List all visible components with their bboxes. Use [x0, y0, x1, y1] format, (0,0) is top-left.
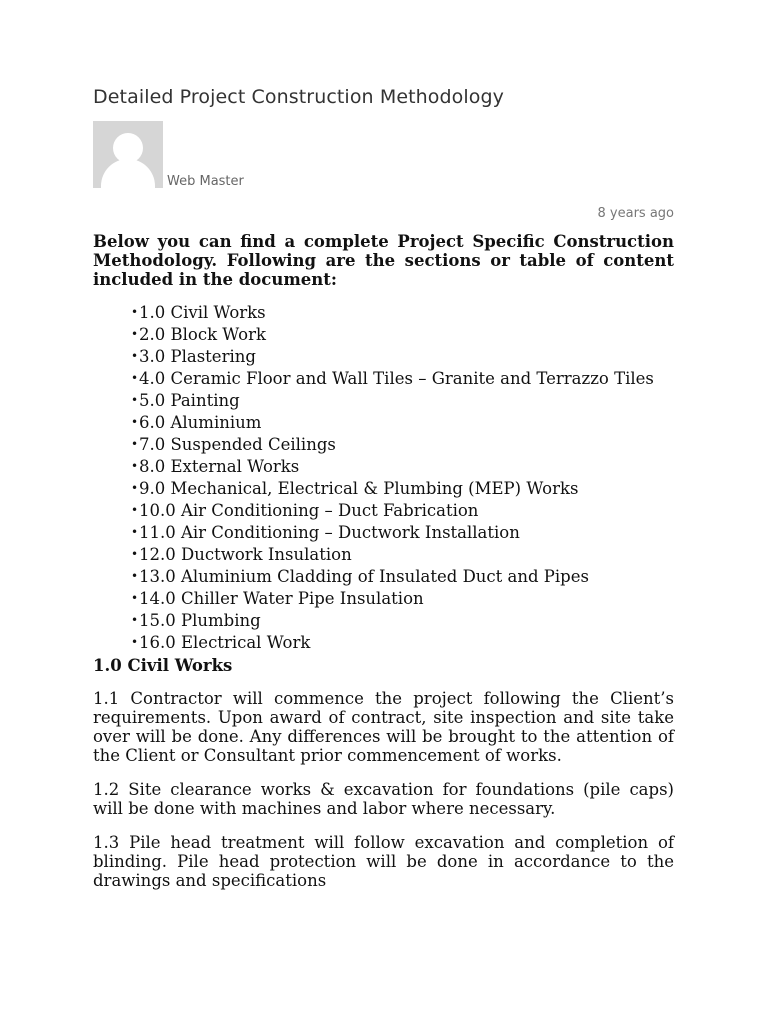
- toc-item: • 1.0 Civil Works: [131, 303, 266, 322]
- bullet-icon: •: [131, 437, 139, 451]
- toc-item: • 7.0 Suspended Ceilings: [131, 435, 336, 454]
- toc-item: • 10.0 Air Conditioning – Duct Fabrication: [131, 501, 479, 520]
- body-paragraph: 1.2 Site clearance works & excavation for foundations (pile caps) will be done with machines and labor where necessary.: [93, 780, 674, 818]
- post-date: 8 years ago: [597, 206, 674, 221]
- toc-item: • 9.0 Mechanical, Electrical & Plumbing (MEP) Works: [131, 479, 579, 498]
- body-paragraph: 1.1 Contractor will commence the project following the Client’s requirements. Upon award of contract, site inspection and site take over will be done. Any differences will be brought to the attention of the Client or Consultant prior commencement of works.: [93, 689, 674, 765]
- bullet-icon: •: [131, 327, 139, 341]
- body-paragraph: 1.3 Pile head treatment will follow excavation and completion of blinding. Pile head protection will be done in accordance to the drawings and specifications: [93, 833, 674, 890]
- bullet-icon: •: [131, 591, 139, 605]
- page-title: Detailed Project Construction Methodology: [93, 86, 505, 108]
- bullet-icon: •: [131, 613, 139, 627]
- toc-item: • 12.0 Ductwork Insulation: [131, 545, 352, 564]
- bullet-icon: •: [131, 547, 139, 561]
- toc-item: • 3.0 Plastering: [131, 347, 256, 366]
- bullet-icon: •: [131, 415, 139, 429]
- article-body: [93, 232, 674, 905]
- author-name[interactable]: Web Master: [167, 174, 244, 189]
- toc-item: • 6.0 Aluminium: [131, 413, 262, 432]
- bullet-icon: •: [131, 569, 139, 583]
- toc-item: • 2.0 Block Work: [131, 325, 266, 344]
- toc-item: • 14.0 Chiller Water Pipe Insulation: [131, 589, 424, 608]
- toc-item: • 13.0 Aluminium Cladding of Insulated Duct and Pipes: [131, 567, 589, 586]
- bullet-icon: •: [131, 481, 139, 495]
- bullet-icon: •: [131, 503, 139, 517]
- avatar[interactable]: [93, 121, 163, 188]
- bullet-icon: •: [131, 635, 139, 649]
- bullet-icon: •: [131, 393, 139, 407]
- avatar-body-shape: [101, 159, 155, 188]
- bullet-icon: •: [131, 525, 139, 539]
- bullet-icon: •: [131, 459, 139, 473]
- toc-item: • 16.0 Electrical Work: [131, 633, 311, 652]
- toc-item: • 15.0 Plumbing: [131, 611, 261, 630]
- bullet-icon: •: [131, 349, 139, 363]
- intro-paragraph: Below you can find a complete Project Specific Construction Methodology. Following are the sections or table of content included in the document:: [93, 232, 674, 289]
- toc-item: • 8.0 External Works: [131, 457, 300, 476]
- bullet-icon: •: [131, 371, 139, 385]
- table-of-contents: [93, 303, 674, 652]
- toc-item: • 5.0 Painting: [131, 391, 240, 410]
- toc-item: • 4.0 Ceramic Floor and Wall Tiles – Granite and Terrazzo Tiles: [131, 369, 654, 388]
- bullet-icon: •: [131, 305, 139, 319]
- section-heading: 1.0 Civil Works: [93, 656, 233, 675]
- toc-item: • 11.0 Air Conditioning – Ductwork Installation: [131, 523, 520, 542]
